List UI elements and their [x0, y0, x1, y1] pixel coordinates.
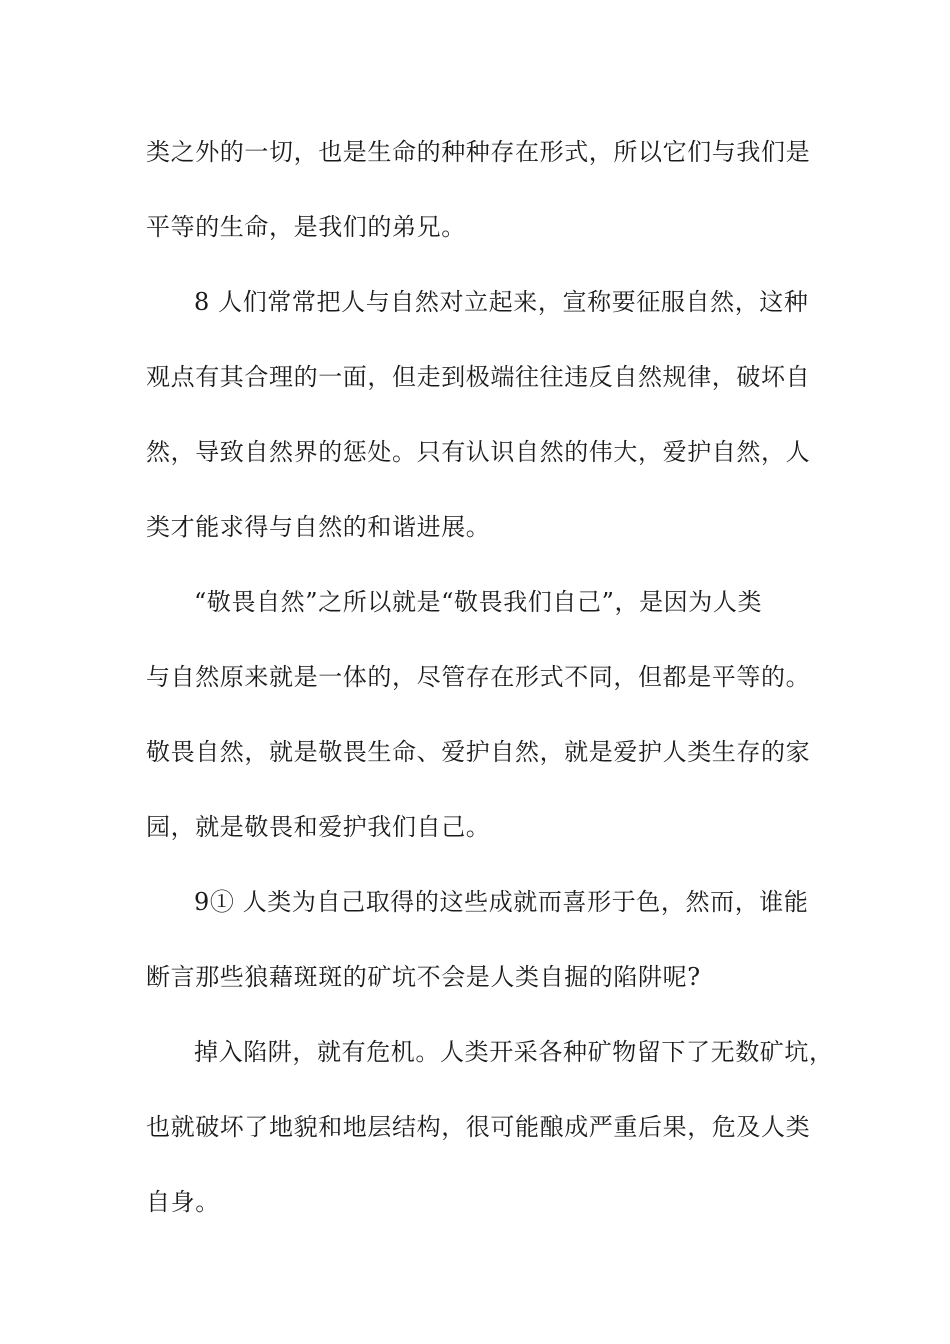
text-line: 平等的生命，是我们的弟兄。 [146, 213, 466, 241]
text-line: 类之外的一切，也是生命的种种存在形式，所以它们与我们是 [146, 138, 811, 166]
text-line: 自身。 [146, 1188, 220, 1216]
text-line: 与自然原来就是一体的，尽管存在形式不同，但都是平等的。 [146, 663, 811, 691]
text-line: 敬畏自然，就是敬畏生命、爱护自然，就是爱护人类生存的家 [146, 738, 811, 766]
text-line: 园，就是敬畏和爱护我们自己。 [146, 813, 491, 841]
paragraph-line: “敬畏自然”之所以就是“敬畏我们自己”，是因为人类 [194, 588, 763, 616]
paragraph-line: 9① 人类为自己取得的这些成就而喜形于色，然而，谁能 [194, 888, 809, 916]
paragraph-line: 掉入陷阱，就有危机。人类开采各种矿物留下了无数矿坑， [194, 1038, 834, 1066]
text-line: 观点有其合理的一面，但走到极端往往违反自然规律，破坏自 [146, 363, 811, 391]
paragraph-line: 8 人们常常把人与自然对立起来，宣称要征服自然，这种 [194, 288, 809, 316]
text-line: 类才能求得与自然的和谐进展。 [146, 513, 491, 541]
text-line: 断言那些狼藉斑斑的矿坑不会是人类自掘的陷阱呢? [146, 963, 701, 991]
text-line: 也就破坏了地貌和地层结构，很可能酿成严重后果，危及人类 [146, 1113, 811, 1141]
text-line: 然，导致自然界的惩处。只有认识自然的伟大，爱护自然，人 [146, 438, 811, 466]
